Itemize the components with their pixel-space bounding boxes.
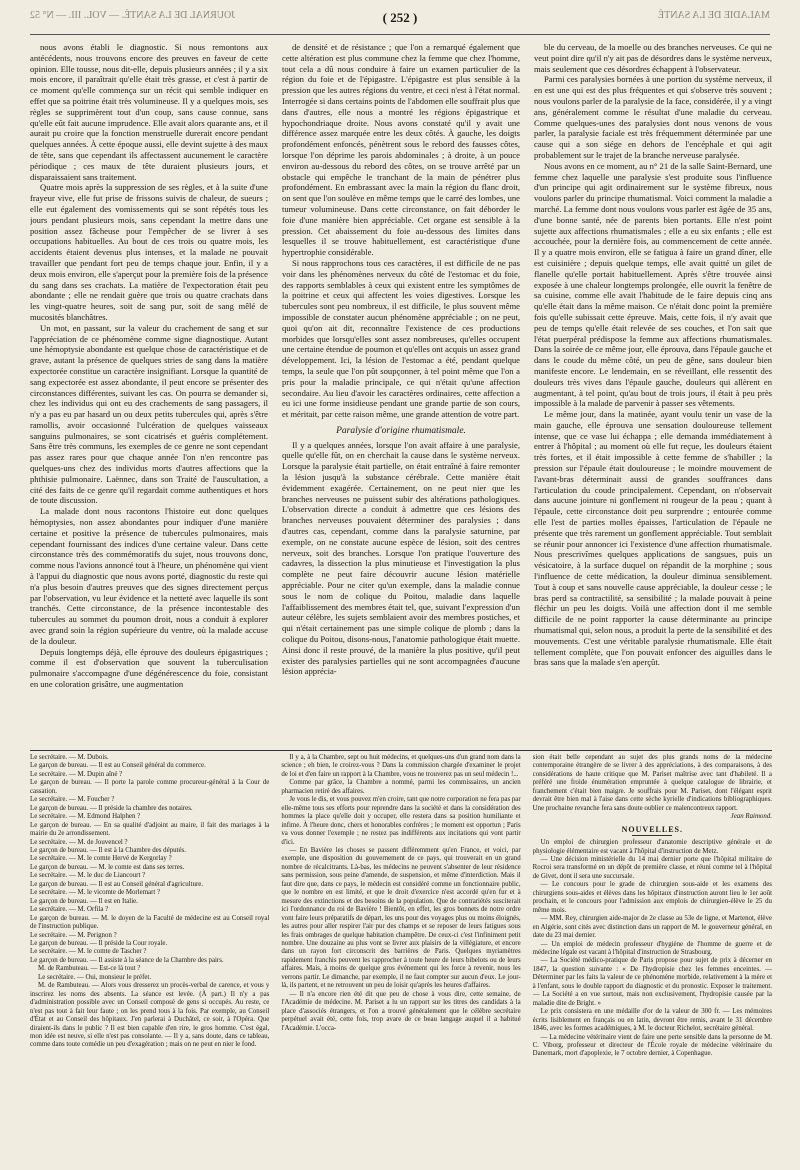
article-column-1 [30,42,268,747]
dialogue-line: Le garçon de bureau. — M. le comte est dans ses terres. [30,863,185,871]
paragraph: ble du cerveau, de la moelle ou des branches nerveuses. Ce qui ne veut point dire qu'il n'y ait pas de désordres dans le système nerveux, mais seulement que ces désordres échappent à l'observateur. [534,42,772,74]
dialogue-line: Le garçon de bureau. — En sa qualité d'adjoint au maire, il fait des mariages à la mairie du 2e arrondissement. [30,821,270,838]
section-divider [30,750,772,751]
news-item: — Le concours pour le grade de chirurgien sous-aide et les examens des chirurgiens sous-aides et élèves dans les hôpitaux d'instruction auront lieu le 1er août prochain, et le concours pour l'admission aux emplois de chirurgien-élève le 25 du même mois. [532,881,772,914]
dialogue-line: Le garçon de bureau. — Il est au Conseil général du commerce. [30,762,206,770]
dialogue-line: Le secrétaire. — M. Perignon ? [30,931,117,939]
dialogue-line: Le secrétaire. — M. de Jouvencel ? [30,838,128,846]
article-column-2 [282,42,520,747]
news-item: — Un emploi de médecin professeur d'hygiène de l'homme de guerre et de médecine légale est vacant à l'hôpital d'instruction de Strasbourg. [532,940,772,956]
dialogue-line: Le garçon de bureau. — Il assiste à la séance de la Chambre des pairs. [30,956,224,964]
paragraph: sion était belle cependant au sujet des plus grands noms de la médecine contemporaine étrangère de se livrer à des appréciations, à des comparaisons, à des considérations de haute critique que M. Pariset maîtrise avec tant d'habileté. Il a préféré une froide énumération empruntée à quelque catalogue de librairie, et franchement c'était bien maigre. Je souffrais pour M. Pariset, dont l'élégant esprit devrait être bien mal à l'aise dans cette sèche kyrielle d'indications bibliographiques. Une prochaine revanche fera sans doute oublier ce malencontreux rapport. [532,754,772,812]
news-item: — La médecine vétérinaire vient de faire une perte sensible dans la personne de M. C. Viborg, professeur et directeur de l'École royale de médecine vétérinaire du Danemark, mort d'apoplexie, le 7 octobre dernier, à Copenhague. [532,1033,772,1058]
dialogue-line: Le secrétaire. — M. le comte de Tascher ? [30,948,147,956]
paragraph: Il y a quelques années, lorsque l'on avait affaire à une paralysie, quelle qu'elle fût, on en cherchait la cause dans le système nerveux. Lorsque la paralysie était partielle, on était entraîné à faire remonter la lésion jusqu'à la substance cérébrale. Cette manière était évidemment exagérée. Certainement, on ne peut nier que les branches nerveuses ne puissent subir des altérations pathologiques. L'observation directe a conduit à admettre que ces lésions des branches nerveuses pouvaient déterminer des paralysies ; dans d'autres cas, cependant, comme dans la paralysie saturnine, par exemple, on ne constate aucune espèce de lésion, soit des centres nerveux, soit des branches. Lorsque l'on pratique l'ouverture des cadavres, la dissection la plus minutieuse et l'investigation la plus complète ne peut faire découvrir aucune lésion matérielle appréciable. Pour ne citer qu'un exemple, dans la maladie connue sous le nom de colique du Poitou, maladie dans laquelle l'affaiblissement des membres était tel, que, suivant l'expression d'un auteur célèbre, les sujets semblaient avoir des membres postiches, et qui n'était certainement pas une simple colique de plomb ; dans la colique du Poitou, disons-nous, l'anatomie pathologique était muette. Ainsi donc il reste prouvé, de la manière la plus positive, qu'il peut exister des paralysies partielles qui ne sont accompagnées d'aucune lésion apprécia- [282,439,520,677]
paragraph: de densité et de résistance ; que l'on a remarqué également que cette altération est plus commune chez la femme que chez l'homme, tout cela a dû nous conduire à faire un examen particulier de la région du foie et de l'épigastre. L'épigastre est plus sensible à la pression que les autres régions du ventre, et ceci n'est à l'état normal. Interrogée si dans certains points de l'abdomen elle souffrait plus que dans d'autres, elle nous a montré les régions épigastrique et hypochondriaque droite. Nous avons constaté qu'il y avait une différence assez marquée entre les deux côtés. À gauche, les doigts profondément enfoncés, pénètrent sous le rebord des fausses côtes, lorsque l'on déprime les parois abdominales ; à droite, à un pouce environ au-dessous du rebord des côtes, on se trouve arrêté par un obstacle qui empêche le tranchant de la main de pénétrer plus profondément. En embrassant avec la main la région du flanc droit, on sent que l'on soulève en même temps que le carré des lombes, une tumeur volumineuse. Dans cette circonstance, on fait déborder le foie d'une manière bien appréciable. Cet organe est sensible à la pression. Cet abaissement du foie au-dessous des limites dans lesquelles il se trouve habituellement, est caractéristique d'une hypertrophie considérable. [282,42,520,258]
paragraph: Nous avons en ce moment, au n° 21 de la salle Saint-Bernard, une femme chez laquelle une paralysie s'est produite sous l'influence d'un principe qui agit ordinairement sur le système fibreux, nous voulons parler du principe rhumatismal. Voici comment la maladie a marché. La femme dont nous voulons vous parler est âgée de 35 ans, d'une bonne santé, née de parents bien portants. Elle n'est point sujette aux affections rhumatismales ; elle a eu six enfants ; elle est accouchée, pour la dernière fois, au commencement de cette année. Il y a quatre mois environ, elle se fatigua à faire un grand dîner, elle est cuisinière ; depuis quelque temps, elle avait quitté un gilet de flanelle qu'elle portait habituellement. Après s'être trouvée ainsi exposée à une chaleur longtemps prolongée, elle ouvrit la fenêtre de sa cuisine, comme elle avait l'habitude de le faire depuis cinq ans qu'elle était dans la même maison. Ce n'était donc point la première fois qu'elle subissait cette épreuve. Mais, cette fois, il n'y avait que peu de temps qu'elle était relevée de ses couches, et l'on sait que l'état puerpéral prédispose la femme aux affections rhumatismales. Dans la soirée de ce même jour, elle éprouva, dans l'épaule gauche et dans le coude du même côté, un peu de gêne, sans douleur bien manifeste encore. Le lendemain, en se réveillant, elle ressentit des douleurs très vives dans l'épaule gauche, douleurs qui allèrent en augmentant, à tel point, qu'au bout de trois jours, il était à peu près impossible à la malade de parvenir à passer ses vêtements. [534,160,772,409]
author-signature: Jean Raimond. [730,813,772,821]
bleed-through-text-right: MALADIE DE LA SANTÉ [658,10,770,21]
paragraph: Parmi ces paralysies bornées à une portion du système nerveux, il en est une qui est des plus fréquentes et qui s'observe très souvent ; nous voulons parler de la paralysie de la face, considérée, il y a vingt ans, généralement comme le résultat d'une maladie du cerveau. Comme quelques-unes des paralysies dont nous venons de vous parler, la paralysie faciale est très fréquemment déterminée par une cause qui a son siége en dehors de l'encéphale et qui agit probablement sur le trajet de la branche nerveuse paralysée. [534,74,772,160]
dialogue-line: Le secrétaire. — Oui, monsieur le préfet. [38,973,152,981]
dialogue-line: Le secrétaire. — M. Dupin aîné ? [30,770,123,778]
paragraph: Je vous le dis, et vous pouvez m'en croire, tant que notre corporation ne fera pas par elle-même tous ses efforts pour reprendre dans la société et dans la considération des hommes la place qu'elle doit y occuper, elle restera dans sa position humiliante et infime. À l'heure donc, chers et honorables confrères ; le moment est opportun ; Paris va vous donner l'exemple ; ne restez pas indifférents aux incitations qui vont partir d'ici. [281,796,521,846]
dialogue-line: M. de Rambuteau. — Alors vous dresserez un procès-verbal de carence, et vous y inscrirez les noms des absents. La séance est levée. (À part.) Il n'y a pas d'administration possible avec un Conseil composé de gens si occupés. Au reste, ce n'est pas tout à fait leur faute ; on les prend tous à la fois. Par exemple, au Conseil d'État et au Conseil des hôpitaux. J'en parlerai à Duchâtel, ce soir, à l'Opéra. Que diraient-ils dans le public ? Il est bien capable d'en rire, le gros homme. C'est égal, mon idée est neuve, si elle n'est pas consolante. — Il y a, sans doute, dans ce tableau, comme dans toute comédie un peu d'exagération ; mais on ne peut en nier le fond. [30,982,270,1049]
bottom-column-3 [533,754,772,1162]
paragraph: Comme par grâce, la Chambre a nommé, parmi les commissaires, un ancien pharmacien retiré des affaires. [281,779,521,795]
dialogue-line: Le garçon de bureau. — Il préside la chambre des notaires. [30,804,193,812]
dialogue-line: Le secrétaire. — M. Edmond Halphen ? [30,813,141,821]
dialogue-line: M. de Rambuteau. — Est-ce là tout ? [38,965,141,973]
paragraph: Le même jour, dans la matinée, ayant voulu tenir un vase de la main gauche, elle éprouva une sensation douloureuse tellement intense, que ce vase lui échappa ; elle demanda immédiatement à entrer à l'hôpital ; au moment où elle fut reçue, les douleurs étaient très fortes, et il était impossible à cette femme de s'habiller ; la pression sur l'épaule était douloureuse ; le moindre mouvement de l'avant-bras déterminait aussi de grandes souffrances dans l'articulation du coude principalement. Cependant, on n'observait dans aucune jointure ni gonflement ni rougeur de la peau ; quant à l'épaule, cette circonstance doit peu surprendre ; entourée comme elle l'est de parties molles épaisses, l'articulation de l'épaule ne présente que très rarement un gonflement appréciable. Tout semblait se réunir pour annoncer ici l'existence d'une affection rhumatismale. Nous prescrivîmes quelques applications de sangsues, puis un vésicatoire, à la surface duquel on répandit de la morphine ; sous l'influence de cette médication, la douleur diminua sensiblement. Tout à coup et sans nouvelle cause appréciable, la douleur cesse ; le bras perd sa contractilité, sa sensibilité ; la malade pouvait à peine fléchir un peu les doigts. Voilà une affection dont il me semble difficile de ne point rapporter la cause déterminante au principe rhumatismal qui, selon nous, a produit la perte de la sensibilité et des mouvements. C'est une véritable paralysie rhumatismale. Elle était tellement complète, que l'on pouvait enfoncer des aiguilles dans le bras sans que la malade s'en aperçût. [534,409,772,668]
dialogue-line: Le garçon de bureau. — Il porte la parole comme procureur-général à la Cour de cassation. [30,779,270,795]
page-number: ( 252 ) [382,10,418,25]
paragraph: Si nous rapprochons tous ces caractères, il est difficile de ne pas voir dans les phénomènes nerveux du côté de l'estomac et du foie, des rapports semblables à ceux qui existent entre les symptômes de la poitrine et ceux qui affectent les voies digestives. Lorsque les tubercules sont peu nombreux, il est difficile, le plus souvent même impossible de constater aucun phénomène appréciable ; on ne peut, quoi qu'on ait dit, reconnaître l'existence de ces productions morbides que lorsqu'elles sont assez nombreuses, qu'elles occupent une certaine étendue de poumon et qu'elles ont acquis un assez grand développement. Ici, la lésion de l'estomac a été, pendant quelque temps, la seule que l'on pût soupçonner, à tel point même que l'on a pris pour la maladie principale, ce qui n'était qu'une affection secondaire. Au lieu d'avoir les caractères ordinaires, cette affection a eu ici une forme insidieuse pendant une grande partie de son cours, et méritait, par cette raison même, une grande attention de votre part. [282,257,520,420]
dialogue-line: Le secrétaire. — M. le vicomte de Morlemart ? [30,889,161,897]
news-item: — La Société médico-pratique de Paris propose pour sujet de prix à décerner en 1847, la question suivante : « De l'hydropisie chez les femmes enceintes. — Déterminer par les faits la valeur de ce phénomène morbide, relativement à la mère et à l'enfant, sous le double rapport du diagnostic et du pronostic. Exposer le traitement. — La Société a en vue surtout, mais non exclusivement, l'hydropisie causée par la maladie dite de Bright. » [532,957,772,1007]
bottom-column-2 [281,754,520,1162]
news-title-rule [632,835,672,836]
news-item: — MM. Rey, chirurgien aide-major de 2e classe au 53e de ligne, et Martenot, élève en Algérie, sont cités avec distinction dans un rapport de M. le gouverneur général, en date du 23 mai dernier. [532,915,772,940]
dialogue-line: Le garçon de bureau. — Il est en Italie. [30,897,138,905]
news-item: — Une décision ministérielle du 14 mai dernier porte que l'hôpital militaire de Rocroi sera transformé en un dépôt de première classe, et réuni comme tel à l'hôpital de Givet, dont il sera une succursale. [532,855,772,880]
section-title: Paralysie d'origine rhumatismale. [336,425,466,436]
paragraph: La malade dont nous racontons l'histoire eut donc quelques hémoptysies, non assez abondantes pour indiquer d'une manière certaine et positive la présence de tubercules pulmonaires, mais cependant fournissant des indices d'une certaine valeur. Dans cette circonstance très des commémoratifs du sujet, nous trouvons donc, comme nous l'avions annoncé tout à l'heure, un phénomène qui vient à l'appui du diagnostic que nous avons porté, diagnostic du reste qui n'a plus besoin d'autres preuves que des signes directement perçus par l'observation, vu leur évidence et la netteté avec laquelle ils sont tranchés. Cette circonstance, de la présence incontestable des tubercules au sommet du poumon droit, nous a conduit à explorer avec grand soin la région supérieure du ventre, où la malade accuse de la douleur. [30,506,268,646]
dialogue-line: Le garçon de bureau. — Il est au Conseil général d'agriculture. [30,880,204,888]
dialogue-line: Le secrétaire. — M. Orfila ? [30,906,109,914]
dialogue-line: Le garçon de bureau. — Il est à la Chambre des députés. [30,846,186,854]
dialogue-line: Le garçon de bureau. — Il préside la Cour royale. [30,939,168,947]
dialogue-line: Le secrétaire. — M. le comte Hervé de Kergorlay ? [30,855,172,863]
paragraph: Quatre mois après la suppression de ses règles, et à la suite d'une frayeur vive, elle fut prise de frissons suivis de chaleur, de sueurs ; elle eut également des vomissements qui se sont répétés tous les jours pendant plusieurs mois, sans cependant la mettre dans une position assez fâcheuse pour l'empêcher de se livrer à ses occupations habituelles. Au bout de ces trois ou quatre mois, les accidents étaient devenus plus intenses, et la malade ne pouvait travailler que pendant fort peu de temps chaque jour. Enfin, il y a deux mois environ, elle s'aperçut pour la première fois de la présence du sang dans ses crachats. La matière de l'expectoration était peu abondante ; elle ne rendait guère que trois ou quatre crachats dans les vingt-quatre heures, soit de sang pur, soit de sang mêlé de mucosités blanchâtres. [30,182,268,322]
main-article [30,42,772,747]
news-item: Un emploi de chirurgien professeur d'anatomie descriptive générale et de physiologie élémentaire est vacant à l'hôpital d'instruction de Metz. [532,839,772,855]
bleed-through-text-left: JOURNAL DE LA SANTÉ. — VOL. III. — N° 52 [30,10,236,21]
news-item: Le prix consistera en une médaille d'or de la valeur de 300 fr. — Les mémoires écrits lisiblement en français ou en latin, devront être remis, avant le 31 décembre 1846, avec les formes académiques, à M. le docteur Richelot, secrétaire général. [532,1008,772,1033]
bottom-column-1 [30,754,269,1162]
paragraph: — Il n'a encore rien été dit que peu de chose à vous dire, cette semaine, de l'Académie de médecine. M. Pariset a lu un rapport sur les titres des candidats à la place d'associés étrangers, et l'on a trouvé généralement que le célèbre secrétaire perpétuel avait été, cette fois, trop avare de ce beau langage auquel il a habitué l'Académie. L'occa- [281,990,521,1032]
page-header [30,8,770,35]
paragraph: Il y a, à la Chambre, sept ou huit médecins, et quelques-uns d'un grand nom dans la science ; eh bien, le croirez-vous ? Dans la commission chargée d'examiner le projet de loi et d'en faire un rapport à la Chambre, vous ne trouverez pas un seul médecin !... [281,754,521,778]
dialogue-line: Le garçon de bureau. — M. le doyen de la Faculté de médecine est au Conseil royal de l'instruction publique. [30,914,270,931]
dialogue-line: Le secrétaire. — M. Foucher ? [30,796,115,804]
paragraph: Depuis longtemps déjà, elle éprouve des douleurs épigastriques ; comme il est d'observation que souvent la tuberculisation pulmonaire s'accompagne d'une dégénérescence du foie, consistant en une coloration grisâtre, une augmentation [30,646,268,690]
news-section-title: NOUVELLES. [621,824,683,834]
dialogue-line: Le secrétaire. — M. le duc de Liancourt ? [30,872,146,880]
paragraph: — En Bavière les choses se passent différemment qu'en France, et voici, par exemple, une disposition du gouvernement de ce pays, qui trouverait en un grand nombre de récalcitrants. Là-bas, les médecins ne peuvent s'absenter de leur résidence sans permission, sous peine d'amende, de suspension, et même d'interdiction. Mais il faut dire que, dans ce pays, le médecin est considéré comme un fonctionnaire public, que le nombre en est limité, et que le droit d'exercice n'est accordé qu'en fur et à mesure des extinctions et des besoins de la population. Que de contrariétés susciterait ici l'ordonnance du roi de Bavière ! Bientôt, en effet, les gros bonnets de notre ordre vont faire leurs préparatifs de départ, les uns pour des voyages plus ou moins éloignés, les autres pour aller respirer l'air pur des champs et se reposer de leurs fatigues sous les frais ombrages de quelque habitation champêtre. De ceux-ci c'est l'infiniment petit nombre. Une douzaine au plus vont se livrer aux plaisirs de la villégiature, et encore dans un rayon fort circonscrit des barrières de Paris. Quelques myriamètres rapidement franchis peuvent les rapprocher à toute heure de leurs bibelots ou de leurs affaires. Mais, à moins de quelque gros événement qui les force à revenir, nous les verrons partir. Le dimanche, par exemple, il ne faut compter sur aucun d'eux. Le jour-là, ils partent, et ne retrouvent un peu de loisir qu'après les heures d'affaires. [281,846,521,990]
paragraph: nous avons établi le diagnostic. Si nous remontons aux antécédents, nous trouvons encore des preuves en faveur de cette opinion. Elle tousse, nous dit-elle, depuis plusieurs années ; il y a six mois encore, il paraîtrait qu'elle était très grasse, et c'est à partir de ce moment qu'elle commença sur un récit qui semble indiquer en effet que sa poitrine était très volumineuse. Il y a quelques mois, ses règles se supprimèrent tout d'un coup, sans cause connue, sans qu'elle eût fait aucune imprudence. Elle avait alors quarante ans, et il aurait pu croire que la fonction menstruelle durerait encore pendant quelques années. À cette époque aussi, elle devint sujette à des maux de tête, sans que cependant ils affectassent aucunement le caractère périodique ; ces maux de tête duraient plusieurs jours, et disparaissaient sans traitement. [30,42,268,182]
paragraph: Un mot, en passant, sur la valeur du crachement de sang et sur l'appréciation de ce phénomène comme signe diagnostique. Autant une hémoptysie abondante est quelque chose de caractéristique et de grave, autant la présence de quelques stries de sang dans la matière expectorée constitue un caractère insignifiant. Lorsque la quantité de sang expectorée est assez abondante, il peut encore se présenter des circonstances différentes, suivant les cas. On pourra se demander si, chez les individus qui ont eu des crachements de sang passagers, il n'y a pas eu par hasard un ou deux petits tubercules qui, après s'être ramollis, avoir occasionné l'ulcération de quelques vaisseaux sanguins pulmonaires, se sont cicatrisés et guéris complétement. Sans être très communs, les exemples de ce genre ne sont cependant pas assez rares pour que chaque année l'on n'en rencontre pas quelques-uns chez des individus morts d'autres affections que la phthisie pulmonaire. Laënnec, dans son Traité de l'auscultation, a cité des faits de ce genre qu'il regardait comme authentiques et hors de toute discussion. [30,322,268,506]
feuilleton-section [30,754,772,1162]
article-column-3 [534,42,772,747]
dialogue-line: Le secrétaire. — M. Dubois. [30,754,109,761]
